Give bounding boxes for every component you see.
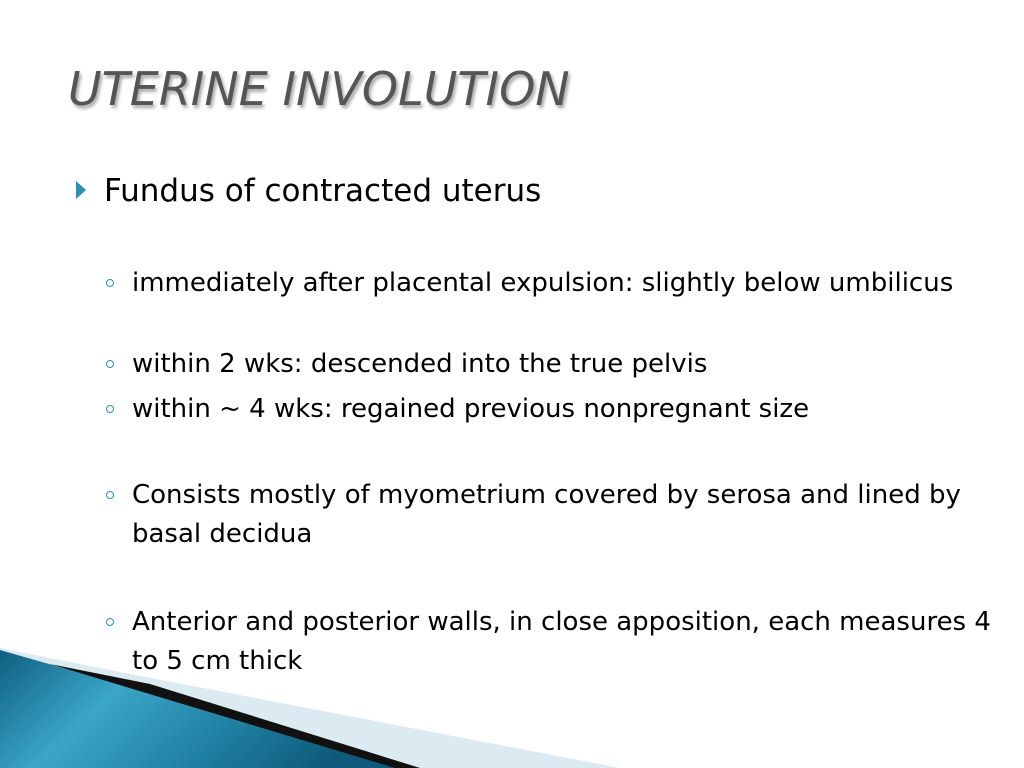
triangle-right-icon xyxy=(76,181,86,199)
slide-title: UTERINE INVOLUTION xyxy=(68,62,570,116)
ring-bullet-icon xyxy=(106,618,114,626)
ring-bullet-icon xyxy=(106,360,114,368)
sub-bullet: Consists mostly of myometrium covered by serosa and lined by basal decidua xyxy=(132,480,961,549)
sub-bullet: Anterior and posterior walls, in close apposition, each measures 4 to 5 cm thick xyxy=(132,607,991,676)
ring-bullet-icon xyxy=(106,405,114,413)
sub-bullet: immediately after placental expulsion: slightly below umbilicus xyxy=(132,268,954,298)
ring-bullet-icon xyxy=(106,279,114,287)
ring-bullet-icon xyxy=(106,491,114,499)
main-bullet: Fundus of contracted uterus xyxy=(104,173,542,209)
sub-bullet: within 2 wks: descended into the true pelvis xyxy=(132,349,708,379)
sub-bullet: within ~ 4 wks: regained previous nonpregnant size xyxy=(132,394,810,424)
